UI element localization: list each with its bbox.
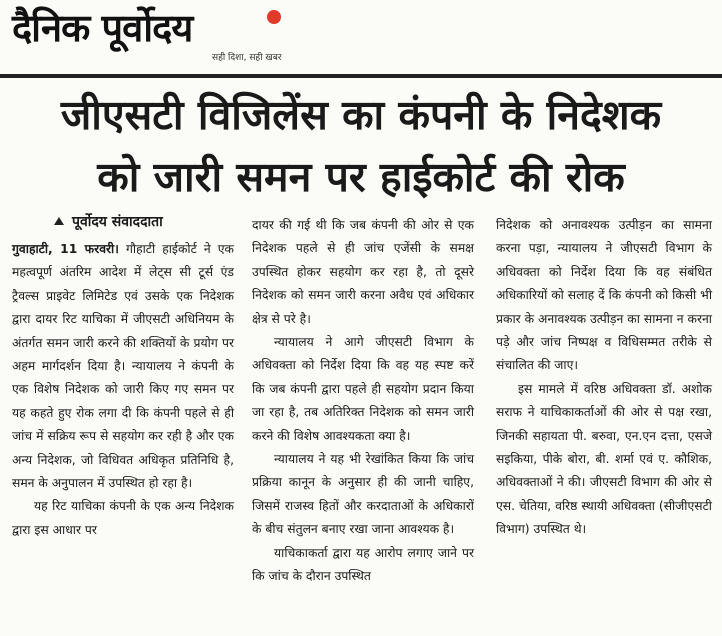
article-column-1	[12, 238, 234, 542]
byline	[54, 212, 163, 231]
paragraph: न्यायालय ने आगे जीएसटी विभाग के अधिवक्ता को निर्देश दिया कि वह यह स्पष्ट करें कि जब कंपनी द्वारा पहले ही सहयोग प्रदान किया जा रहा है, तब अतिरिक्त निदेशक को समन जारी करने की विशेष आवश्यकता क्या है।	[252, 335, 474, 443]
triangle-icon	[54, 217, 64, 225]
masthead-rule	[0, 74, 722, 78]
byline-text: पूर्वोदय संवाददाता	[72, 214, 163, 230]
paragraph: यह रिट याचिका कंपनी के एक अन्य निदेशक द्वारा इस आधार पर	[12, 499, 234, 537]
article-column-2	[252, 214, 474, 589]
paragraph: निदेशक को अनावश्यक उत्पीड़न का सामना करना पड़ा, न्यायालय ने जीएसटी विभाग के अधिवक्ता को निर्देश दिया कि वह संबंधित अधिकारियों को सलाह दें कि कंपनी को किसी भी प्रकार के अनावश्यक उत्पीड़न का सामना न करना पड़े और जांच निष्पक्ष व विधिसम्मत तरीके से संचालित की जाए।	[496, 218, 712, 373]
article-headline	[0, 84, 722, 208]
paragraph-text: गौहाटी हाईकोर्ट ने एक महत्वपूर्ण अंतरिम आदेश में लेट्स सी टूर्स एंड ट्रैवल्स प्राइवेट लिमिटेड एवं उसके एक निदेशक द्वारा दायर रिट याचिका में जीएसटी अधिनियम के अंतर्गत समन जारी करने की शक्तियों के प्रयोग पर अहम मार्गदर्शन दिया है। न्यायालय ने कंपनी के एक विशेष निदेशक को जारी किए गए समन पर यह कहते हुए रोक लगा दी कि कंपनी पहले से ही जांच में सक्रिय रूप से सहयोग कर रही है और एक अन्य निदेशक, जो विधिवत अधिकृत प्रतिनिधि है, समन के अनुपालन में उपस्थित हो रहा है।	[12, 242, 234, 491]
paragraph	[12, 238, 234, 495]
sun-dot-icon	[267, 10, 281, 24]
headline-line-2: को जारी समन पर हाईकोर्ट की रोक	[97, 153, 625, 201]
headline-line-1: जीएसटी विजिलेंस का कंपनी के निदेशक	[60, 91, 662, 139]
paragraph: इस मामले में वरिष्ठ अधिवक्ता डॉ. अशोक सराफ ने याचिकाकर्ताओं की ओर से पक्ष रखा, जिनकी सहायता पी. बरुवा, एन.एन दत्ता, एसजे सइकिया, पीके बोरा, बी. शर्मा एवं ए. कौशिक, अधिवक्ताओं ने की। जीएसटी विभाग की ओर से एस. चेतिया, वरिष्ठ स्थायी अधिवक्ता (सीजीएसटी विभाग) उपस्थित थे।	[496, 381, 712, 537]
newspaper-logo: दैनिक पूर्वोदय	[12, 6, 193, 50]
masthead	[12, 4, 282, 72]
article-column-3	[496, 214, 712, 542]
paragraph: न्यायालय ने यह भी रेखांकित किया कि जांच प्रक्रिया कानून के अनुसार ही की जानी चाहिए, जिसमें राजस्व हितों और करदाताओं के अधिकारों के बीच संतुलन बनाए रखा जाना आवश्यक है।	[252, 452, 474, 537]
dateline: गुवाहाटी, 11 फरवरी।	[12, 242, 119, 256]
paragraph: दायर की गई थी कि जब कंपनी की ओर से एक निदेशक पहले से ही जांच एजेंसी के समक्ष उपस्थित होकर सहयोग कर रहा है, तो दूसरे निदेशक को समन जारी करना अवैध एवं अधिकार क्षेत्र से परे है।	[252, 218, 474, 326]
paragraph: याचिकाकर्ता द्वारा यह आरोप लगाए जाने पर कि जांच के दौरान उपस्थित	[252, 545, 474, 584]
masthead-tagline: सही दिशा, सही खबर	[212, 53, 282, 63]
